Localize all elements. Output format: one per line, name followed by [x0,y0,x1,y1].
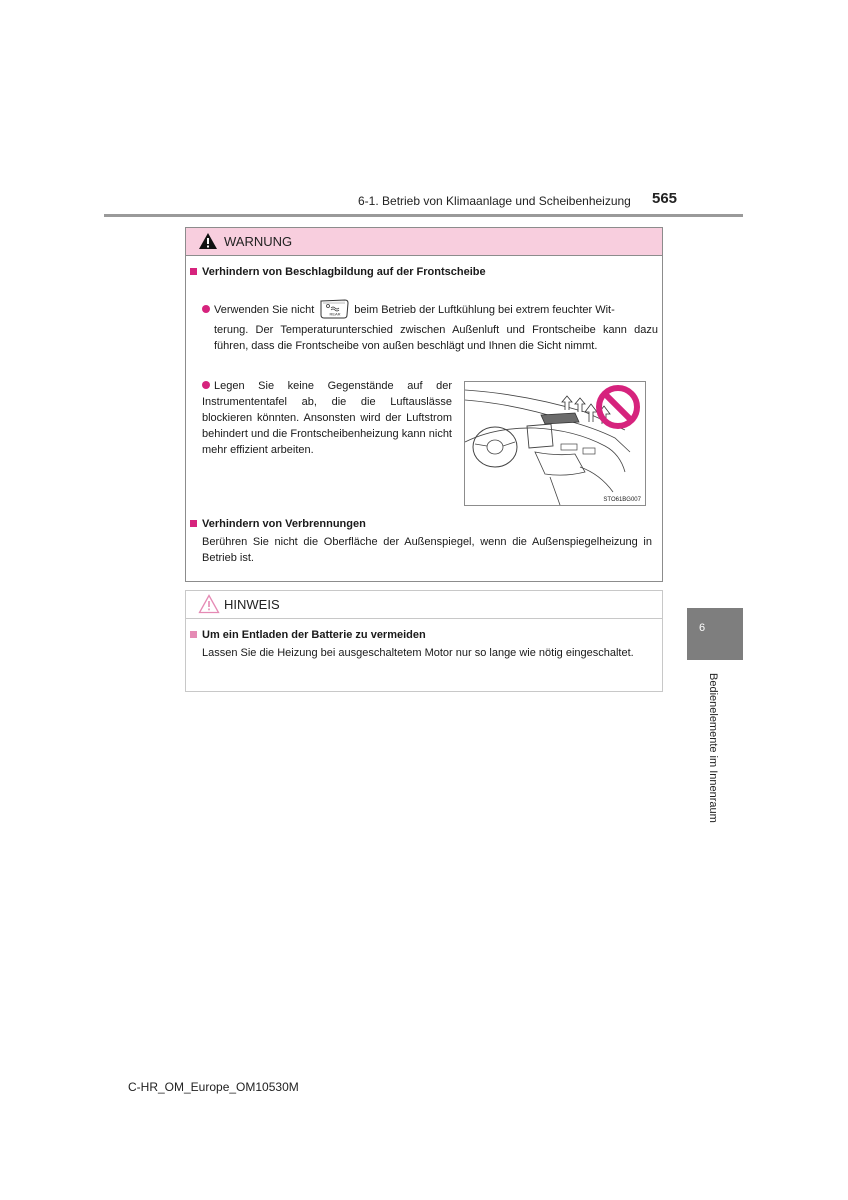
section-bullet-square [190,268,197,275]
section-title: 6-1. Betrieb von Klimaanlage und Scheibenheizung [358,194,631,208]
illustration-code: STO61BG007 [603,497,641,503]
note-text: Lassen Sie die Heizung bei ausgeschaltetem Motor nur so lange wie nötig eingeschaltet. [202,647,634,659]
section-bullet-square [190,520,197,527]
warning-bullet2 [202,378,452,458]
warning-section2-text: Berühren Sie nicht die Oberfläche der Außenspiegel, wenn die Außenspiegelheizung in Betrieb ist. [202,536,652,564]
dashboard-illustration [464,381,646,506]
warning-triangle-icon [198,232,218,255]
warning-section2-heading-text: Verhindern von Verbrennungen [202,518,366,530]
chapter-number: 6 [699,622,706,634]
rear-defogger-button-icon [318,298,350,320]
header-divider [104,214,743,217]
warning-bullet1-continuation: terung. Der Temperaturunterschied zwischen Außenluft und Frontscheibe kann dazu führen, dass die Frontscheibe von außen beschlägt und Ihnen die Sicht nimmt. [214,324,658,352]
warning-header [186,228,662,256]
chapter-title: Bedienelemente im Innenraum [707,673,719,823]
warning-bullet1-line1 [202,298,658,320]
warning-section1-heading-text: Verhindern von Beschlagbildung auf der Frontscheibe [202,266,486,278]
note-box [185,590,663,692]
note-label: HINWEIS [224,597,280,612]
svg-text:REAR: REAR [329,311,341,317]
prohibited-sign-icon [595,384,641,435]
note-heading [190,629,426,641]
bullet1-text-after: beim Betrieb der Luftkühlung bei extrem feuchter Wit- [354,304,615,316]
chapter-tab [687,608,743,660]
note-heading-text: Um ein Entladen der Batterie zu vermeiden [202,629,426,641]
bullet2-text: Legen Sie keine Gegenstände auf der Instrumententafel ab, die die Luftauslässe blockieren könnten. Ansonsten wird der Luftstrom behindert und die Frontscheibenheizung kann nicht mehr effizient arbeiten. [202,380,452,456]
bullet-dot [202,305,210,313]
warning-section2-heading [190,518,366,530]
warning-label: WARNUNG [224,234,293,249]
note-header [186,591,662,619]
section-bullet-square [190,631,197,638]
document-code: C-HR_OM_Europe_OM10530M [128,1080,299,1094]
bullet1-text-before: Verwenden Sie nicht [214,304,315,316]
bullet-dot [202,381,210,389]
caution-triangle-icon [198,594,220,619]
page-number: 565 [652,190,678,207]
warning-section1-heading [190,266,486,278]
